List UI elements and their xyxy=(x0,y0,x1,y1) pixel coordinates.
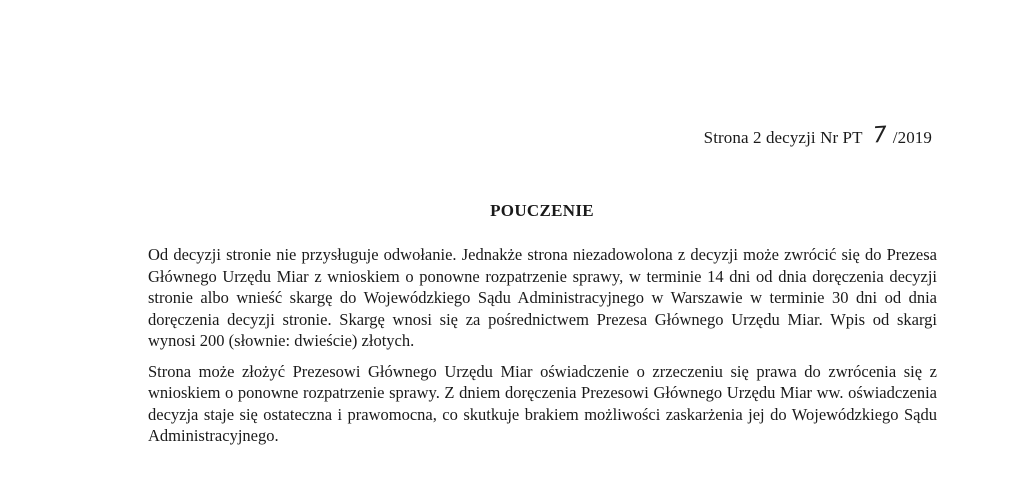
document-body xyxy=(148,244,937,456)
paragraph-appeal-info: Od decyzji stronie nie przysługuje odwołanie. Jednakże strona niezadowolona z decyzji może zwrócić się do Prezesa Głównego Urzędu Miar z wnioskiem o ponowne rozpatrzenie sprawy, w terminie 14 dni od dnia doręczenia decyzji stronie albo wnieść skargę do Wojewódzkiego Sądu Administracyjnego w Warszawie w terminie 30 dni od dnia doręczenia decyzji stronie. Skargę wnosi się za pośrednictwem Prezesa Głównego Urzędu Miar. Wpis od skargi wynosi 200 (słownie: dwieście) złotych. xyxy=(148,245,937,350)
page-header xyxy=(704,124,932,149)
paragraph-waiver-info: Strona może złożyć Prezesowi Głównego Urzędu Miar oświadczenie o zrzeczeniu się prawa do zwrócenia się z wnioskiem o ponowne rozpatrzenie sprawy. Z dniem doręczenia Prezesowi Głównego Urzędu Miar ww. oświadczenia decyzja staje się ostateczna i prawomocna, co skutkuje brakiem możliwości zaskarżenia jej do Wojewódzkiego Sądu Administracyjnego. xyxy=(148,361,937,445)
handwritten-decision-number: 7 xyxy=(871,122,888,149)
section-title: POUCZENIE xyxy=(490,201,594,220)
header-suffix: /2019 xyxy=(892,128,932,147)
header-prefix: Strona 2 decyzji Nr PT xyxy=(703,128,863,147)
